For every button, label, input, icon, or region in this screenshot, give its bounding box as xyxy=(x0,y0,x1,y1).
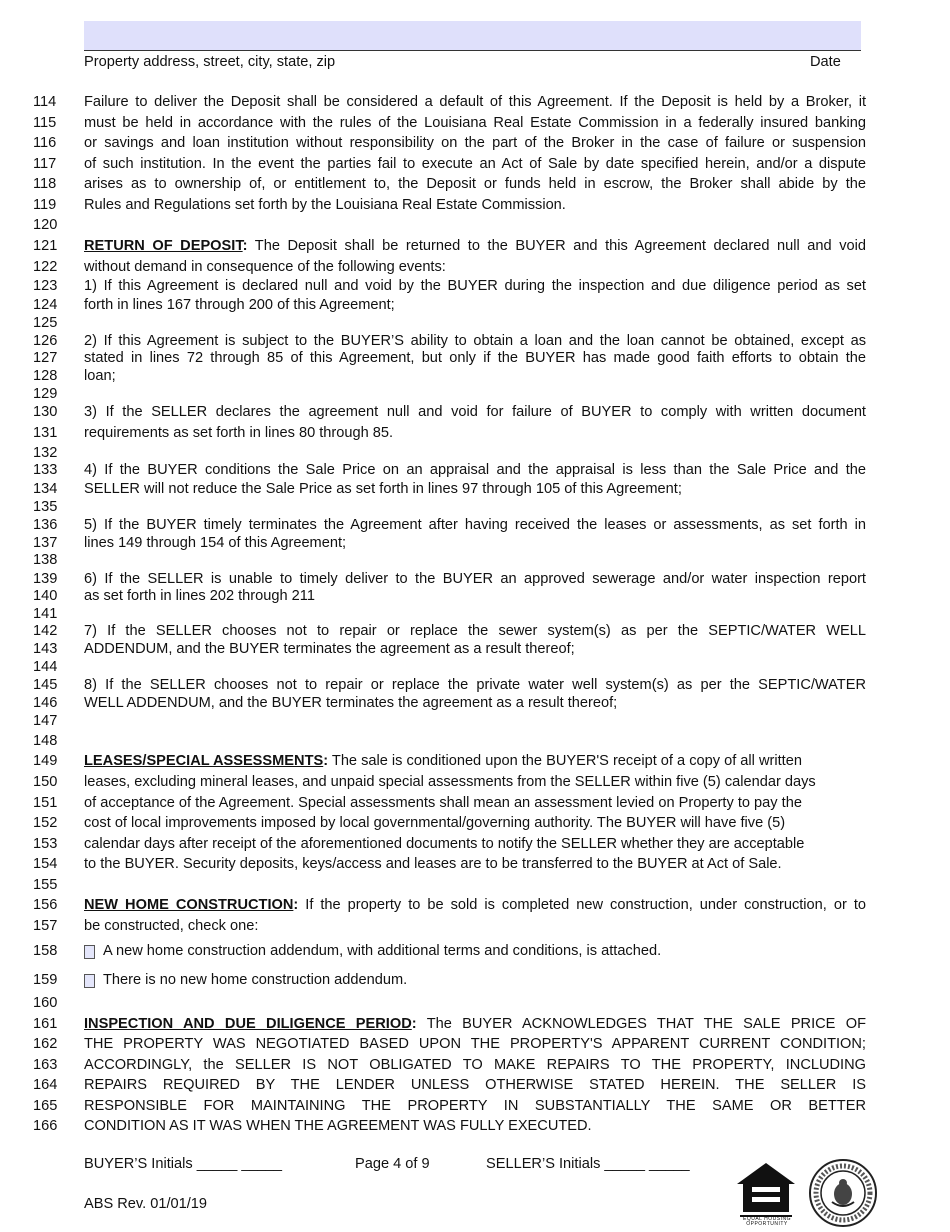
line-text: 8) If the SELLER chooses not to repair or replace the private water well system(s) as per the SEPTIC/WATER xyxy=(84,677,866,693)
line-text: Rules and Regulations set forth by the Louisiana Real Estate Commission. xyxy=(84,197,566,213)
line-number: 145 xyxy=(33,677,58,693)
line-number: 159 xyxy=(33,972,58,988)
line-number: 138 xyxy=(33,552,58,568)
line-number: 135 xyxy=(33,499,58,515)
page-number: Page 4 of 9 xyxy=(355,1156,430,1172)
line-number: 114 xyxy=(33,94,57,110)
seller-initials[interactable]: SELLER’S Initials _____ _____ xyxy=(486,1156,690,1172)
line-text: WELL ADDENDUM, and the BUYER terminates the agreement as a result thereof; xyxy=(84,695,618,711)
line-number: 141 xyxy=(33,606,58,622)
line-number: 164 xyxy=(33,1077,58,1093)
line-text: loan; xyxy=(84,368,116,384)
line-number: 122 xyxy=(33,259,58,275)
line-number: 129 xyxy=(33,386,58,402)
line-text: INSPECTION AND DUE DILIGENCE PERIOD: The BUYER ACKNOWLEDGES THAT THE SALE PRICE OF xyxy=(84,1016,866,1032)
checkbox[interactable] xyxy=(84,945,95,959)
buyer-initials[interactable]: BUYER’S Initials _____ _____ xyxy=(84,1156,282,1172)
line-number: 126 xyxy=(33,333,58,349)
line-number: 158 xyxy=(33,943,58,959)
line-text: 7) If the SELLER chooses not to repair or replace the sewer system(s) as per the SEPTIC/WATER WELL xyxy=(84,623,866,639)
line-text: to the BUYER. Security deposits, keys/access and leases are to be transferred to the BUYER at Act of Sale. xyxy=(84,856,782,872)
line-number: 140 xyxy=(33,588,58,604)
line-text: 6) If the SELLER is unable to timely deliver to the BUYER an approved sewerage and/or water inspection report xyxy=(84,571,866,587)
line-number: 121 xyxy=(33,238,58,254)
line-text: 1) If this Agreement is declared null and void by the BUYER during the inspection and due diligence period as set xyxy=(84,278,866,294)
line-number: 165 xyxy=(33,1098,58,1114)
line-text: The sale is conditioned upon the BUYER'S receipt of a copy of all written xyxy=(328,753,802,769)
line-number: 157 xyxy=(33,918,58,934)
line-text: 3) If the SELLER declares the agreement null and void for failure of BUYER to comply with written document xyxy=(84,404,866,420)
line-number: 166 xyxy=(33,1118,58,1134)
line-number: 155 xyxy=(33,877,58,893)
line-text: stated in lines 72 through 85 of this Agreement, but only if the BUYER has made good faith efforts to obtain the xyxy=(84,350,866,366)
line-text: NEW HOME CONSTRUCTION: If the property to be sold is completed new construction, under construction, or to xyxy=(84,897,866,913)
line-number: 154 xyxy=(33,856,58,872)
line-text: SELLER will not reduce the Sale Price as set forth in lines 97 through 105 of this Agreement; xyxy=(84,481,682,497)
line-text: ACCORDINGLY, the SELLER IS NOT OBLIGATED TO MAKE REPAIRS TO THE PROPERTY, INCLUDING xyxy=(84,1057,866,1073)
section-heading: LEASES/SPECIAL ASSESSMENTS xyxy=(84,753,324,769)
line-number: 130 xyxy=(33,404,58,420)
line-text: lines 149 through 154 of this Agreement; xyxy=(84,535,347,551)
property-address-field[interactable] xyxy=(84,21,861,51)
line-number: 133 xyxy=(33,462,58,478)
line-number: 148 xyxy=(33,733,58,749)
line-number: 124 xyxy=(33,297,58,313)
line-text: of acceptance of the Agreement. Special assessments shall mean an assessment levied on Property to pay the xyxy=(84,795,802,811)
revision-label: ABS Rev. 01/01/19 xyxy=(84,1196,208,1212)
line-number: 139 xyxy=(33,571,58,587)
line-text: arises as to ownership of, or entitlement to, the Deposit or funds held in escrow, the Broker shall abide by the xyxy=(84,176,866,192)
line-number: 149 xyxy=(33,753,58,769)
line-number: 127 xyxy=(33,350,58,366)
line-number: 120 xyxy=(33,217,58,233)
line-text: CONDITION AS IT WAS WHEN THE AGREEMENT WAS FULLY EXECUTED. xyxy=(84,1118,592,1134)
line-number: 163 xyxy=(33,1057,58,1073)
checkbox-label: There is no new home construction addendum. xyxy=(103,972,408,988)
line-text: If the property to be sold is completed new construction, under construction, or to xyxy=(298,897,866,913)
line-text: 2) If this Agreement is subject to the BUYER’S ability to obtain a loan and the loan cannot be obtained, except as xyxy=(84,333,866,349)
line-text: REPAIRS REQUIRED BY THE LENDER UNLESS OTHERWISE STATED HEREIN. THE SELLER IS xyxy=(84,1077,866,1093)
line-text: The Deposit shall be returned to the BUYER and this Agreement declared null and void xyxy=(247,238,866,254)
checkbox[interactable] xyxy=(84,974,95,988)
line-number: 125 xyxy=(33,315,58,331)
section-heading: INSPECTION AND DUE DILIGENCE PERIOD xyxy=(84,1016,412,1032)
date-label: Date xyxy=(810,54,841,70)
commission-seal xyxy=(808,1158,878,1228)
line-number: 123 xyxy=(33,278,58,294)
line-number: 161 xyxy=(33,1016,58,1032)
line-number: 132 xyxy=(33,445,58,461)
line-text: THE PROPERTY WAS NEGOTIATED BASED UPON THE PROPERTY'S APPARENT CURRENT CONDITION; xyxy=(84,1036,866,1052)
line-number: 131 xyxy=(33,425,58,441)
line-number: 156 xyxy=(33,897,58,913)
line-text: 5) If the BUYER timely terminates the Agreement after having received the leases or assessments, as set forth in xyxy=(84,517,866,533)
line-number: 137 xyxy=(33,535,58,551)
line-number: 143 xyxy=(33,641,58,657)
line-number: 119 xyxy=(33,197,57,213)
section-heading: NEW HOME CONSTRUCTION xyxy=(84,897,294,913)
line-number: 162 xyxy=(33,1036,58,1052)
line-number: 153 xyxy=(33,836,58,852)
line-number: 142 xyxy=(33,623,58,639)
line-text: without demand in consequence of the following events: xyxy=(84,259,446,275)
line-number: 160 xyxy=(33,995,58,1011)
line-text: RESPONSIBLE FOR MAINTAINING THE PROPERTY IN SUBSTANTIALLY THE SAME OR BETTER xyxy=(84,1098,866,1114)
equal-housing-text: EQUAL HOUSING OPPORTUNITY xyxy=(743,1216,791,1227)
line-text: calendar days after receipt of the aforementioned documents to notify the SELLER whether they are acceptable xyxy=(84,836,805,852)
line-text: of such institution. In the event the parties fail to execute an Act of Sale by date specified herein, and/or a dispute xyxy=(84,156,866,172)
line-text: as set forth in lines 202 through 211 xyxy=(84,588,315,604)
line-number: 128 xyxy=(33,368,58,384)
line-number: 134 xyxy=(33,481,58,497)
line-number: 152 xyxy=(33,815,58,831)
line-number: 116 xyxy=(33,135,57,151)
line-number: 118 xyxy=(33,176,57,192)
line-text: LEASES/SPECIAL ASSESSMENTS: The sale is conditioned upon the BUYER'S receipt of a copy of all written xyxy=(84,753,802,769)
line-text: The BUYER ACKNOWLEDGES THAT THE SALE PRICE OF xyxy=(416,1016,866,1032)
line-text: must be held in accordance with the rules of the Louisiana Real Estate Commission in a federally insured banking xyxy=(84,115,866,131)
line-number: 115 xyxy=(33,115,57,131)
line-text: or savings and loan institution without responsibility on the part of the Broker in the case of failure or suspension xyxy=(84,135,866,151)
section-heading: RETURN OF DEPOSIT xyxy=(84,238,243,254)
line-number: 147 xyxy=(33,713,58,729)
line-text: requirements as set forth in lines 80 through 85. xyxy=(84,425,394,441)
line-number: 117 xyxy=(33,156,57,172)
line-number: 150 xyxy=(33,774,58,790)
line-number: 151 xyxy=(33,795,58,811)
equal-housing-logo xyxy=(734,1160,798,1226)
line-text: Failure to deliver the Deposit shall be considered a default of this Agreement. If the Deposit is held by a Broker, it xyxy=(84,94,866,110)
line-text: 4) If the BUYER conditions the Sale Price on an appraisal and the appraisal is less than the Sale Price and the xyxy=(84,462,866,478)
line-number: 146 xyxy=(33,695,58,711)
line-text: leases, excluding mineral leases, and unpaid special assessments from the SELLER within five (5) calendar days xyxy=(84,774,816,790)
checkbox-label: A new home construction addendum, with additional terms and conditions, is attached. xyxy=(103,943,662,959)
line-text: be constructed, check one: xyxy=(84,918,259,934)
line-text: cost of local improvements imposed by local governmental/governing authority. The BUYER will have five (5) xyxy=(84,815,786,831)
line-number: 144 xyxy=(33,659,58,675)
line-number: 136 xyxy=(33,517,58,533)
line-text: ADDENDUM, and the BUYER terminates the agreement as a result thereof; xyxy=(84,641,575,657)
address-label: Property address, street, city, state, zip xyxy=(84,54,336,70)
line-text: forth in lines 167 through 200 of this Agreement; xyxy=(84,297,395,313)
line-text: RETURN OF DEPOSIT: The Deposit shall be returned to the BUYER and this Agreement declared null and void xyxy=(84,238,866,254)
